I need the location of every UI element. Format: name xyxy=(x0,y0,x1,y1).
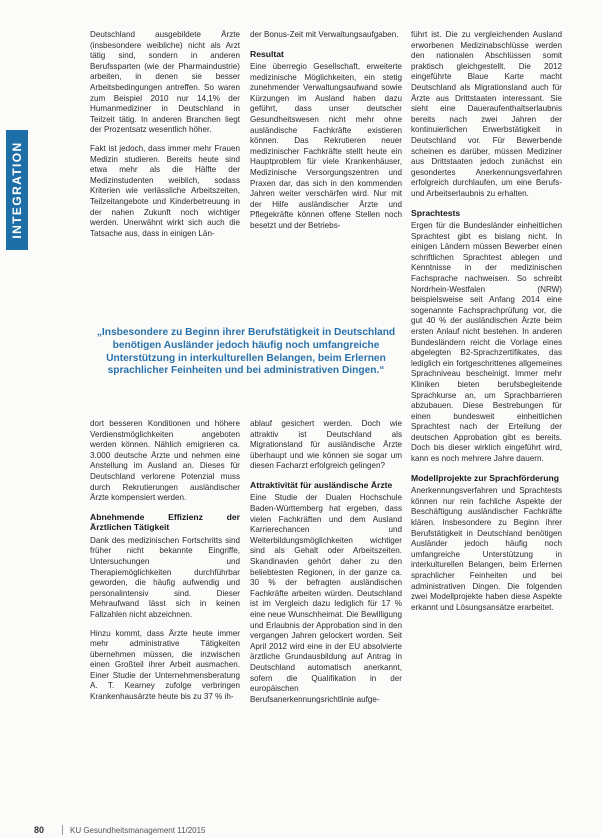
section-tab xyxy=(6,130,28,250)
paragraph: Fakt ist jedoch, dass immer mehr Frauen Medizin studieren. Bereits heute sind etwa mehr als die Hälfte der Medizinstudenten weiblich, sodass Kriterien wie verlässliche Arbeitszeiten, Teilzeitangebote und Kinderbetreuung in der nahen Zukunft noch wichtiger werden. Unerwähnt wirkt sich auch die Tatsache aus, dass in einigen Län- xyxy=(90,143,240,238)
paragraph: Dank des medizinischen Fortschritts sind früher nicht bekannte Eingriffe, Untersuchungen und Therapiemöglichkeiten durchführbar geworden, die häufig aufwendig und personalintensiv sind. Dieser Mehraufwand lässt sich in keinen Fallzahlen nicht abzeichnen. xyxy=(90,535,240,619)
column-2-bottom xyxy=(250,419,402,713)
section-heading-attraktivitaet: Attraktivität für ausländische Ärzte xyxy=(250,479,393,490)
paragraph: Eine überregio Gesellschaft, erweiterte medizinische Möglichkeiten, ein stetig zunehmender Verwaltungsaufwand sowie Kürzungen im Ausland haben dazu geführt, dass unser deutscher Gesundheitswesen nicht mehr ohne ausländische Fachkräfte existieren können. Das Rekrutieren neuer medizinischer Fachkräfte stellt heute ein Hauptproblem für viele Krankenhäuser, Medizinische Versorgungszentren und Praxen dar, das sich in den kommenden Jahren weiter verschärfen wird. Nur mit der Hilfe ausländischer Ärzte und Pflegekräfte können offene Stellen noch besetzt und der Betriebs- xyxy=(250,62,402,230)
paragraph: Anerkennungsverfahren und Sprachtests können nur rein fachliche Aspekte der Beschäftigung ausländischer Fachkräfte klären. Insbesondere zu Beginn ihrer Berufstätigkeit in Deutschland benötigen Ausländer jedoch häufig noch umfangreiche Unterstützung in interkulturellen Belangen, beim Erlernen sprachlicher Feinheiten und bei administrativen Dingen. Die folgenden zwei Modellprojekte haben diese Aspekte erkannt und Lösungsansätze erarbeitet. xyxy=(411,486,562,612)
paragraph: ablauf gesichert werden. Doch wie attraktiv ist Deutschland als Migrationsland für ausländische Ärzte überhaupt und wie können sie sogar um diesen Facharzt erfolgreich gelingen? xyxy=(250,419,402,471)
column-3 xyxy=(411,30,562,621)
paragraph: Deutschland ausgebildete Ärzte (insbesondere weibliche) nicht als Arzt tätig sind, sondern in anderen Berufssparten (wie der Pharmaindustrie) arbeiten, in denen sie besser Arbeitsbedingungen antreffen. So waren zum Beispiel 2010 nur 14,1% der Humanmediziner in Deutschland in Teilzeit tätig. In anderen Branchen liegt der Prozentsatz wesentlich höher. xyxy=(90,30,240,135)
pull-quote: „Insbesondere zu Beginn ihrer Berufstätigkeit in Deutschland benötigen Ausländer jedoch häufig noch umfangreiche Unterstützung in interkulturellen Belangen, beim Erlernen sprachlicher Feinheiten und bei administrativen Dingen.“ xyxy=(96,327,396,377)
paragraph: führt ist. Die zu vergleichenden Ausland erworbenen Medizinabschlüsse werden den nationalen Abschlüssen somit praktisch gleichgestellt. Die 2012 eingeführte Blaue Karte macht Deutschland als Migrationsland auch für Ärzte aus Drittstaaten interessant. Sie sieht eine Daueraufenthaltserlaubnis bereits nach zwei Jahren der kontinuierlichen Erwerbstätigkeit in Deutschland vor. Für Bewerbende scheinen es darüber, müssen Mediziner aus Drittstaaten jedoch zunächst ein gesondertes Anerkennungsverfahren erfolgreich durchlaufen, um eine Berufs- und Arbeitserlaubnis zu erhalten. xyxy=(411,30,562,198)
section-heading-resultat: Resultat xyxy=(250,48,284,59)
paragraph: Ergen für die Bundesländer einheitlichen Sprachtest gibt es bislang nicht. In einigen Ländern müssen Bewerber einen schriftlichen Sprachtest ablegen und Kenntnisse in der medizinischen Fachsprache nachweisen. So schreibt Nordrhein-Westfalen (NRW) beispielsweise seit Anfang 2014 eine sogenannte Fachsprachprüfung vor, die gut 40 % der ausländischen Ärzte beim ersten Anlauf nicht bestehen. In anderen Bundesländern reicht die Vorlage eines abgelegten B2-Sprachzertifikates, das lediglich ein fortgeschrittenes allgemeines Sprachniveau bescheinigt. Immer mehr Kliniken bieten berufsbegleitende Sprachkurse an, um Sprachbarrieren abzubauen. Diese Bestrebungen für einen bundesweit einheitlichen Sprachtest nach der Erteilung der deutschen Approbation gibt es bereits. Doch bis dieser wirklich eingeführt wird, kann es noch mehrere Jahre dauern. xyxy=(411,221,562,464)
page-number: 80 xyxy=(34,825,45,835)
section-heading-modellprojekte: Modellprojekte zur Sprachförderung xyxy=(411,472,560,483)
paragraph: Hinzu kommt, dass Ärzte heute immer mehr administrative Tätigkeiten übernehmen müssen, die inzwischen einen Großteil ihrer Arbeit ausmachen. Einer Studie der Unternehmensberatung A. T. Kearney zufolge verbringen Krankenhausärzte heute bis zu 37 % ih- xyxy=(90,628,240,702)
column-1-bottom xyxy=(90,419,240,711)
paragraph: Eine Studie der Dualen Hochschule Baden-Württemberg hat ergeben, dass vielen Fachkräften und dem Ausland Karrierechancen und Weiterbildungsmöglichkeiten wichtiger sind als Gehalt oder Arbeitszeiten. Skandinavien gehört daher zu den beliebtesten Regionen, in der ganze ca. 30 % der befragten ausländischen Fachkräfte arbeiten würden. Deutschland ist im Vergleich dazu lediglich für 17 % eine neue Wunschheimat. Die Bewilligung und Erlaubnis der Approbation sind in den vergangen Jahren gelockert worden. Seit April 2012 wird eine in der EU absolvierte ärztliche Grundausbildung auf Antrag in Deutschland automatisch anerkannt, sofern die Qualifikation in der europäischen Berufsanerkennungsrichtlinie aufge- xyxy=(250,493,402,704)
section-heading-effizienz: Abnehmende Effizienz der Ärztlichen Tätigkeit xyxy=(90,511,240,533)
column-1-top xyxy=(90,30,240,247)
paragraph: dort besseren Konditionen und höhere Verdienstmöglichkeiten angeboten werden können. Nählich emigrieren ca. 3.000 deutsche Ärzte und nehmen eine Anstellung im Ausland an. Dieses für Deutschland verlorene Potenzial muss durch Rekrutierungen ausländischer Ärzte kompensiert werden. xyxy=(90,419,240,503)
footer-divider xyxy=(62,825,63,835)
publication-source: KU Gesundheitsmanagement 11/2015 xyxy=(70,826,206,835)
paragraph: der Bonus-Zeit mit Verwaltungsaufgaben. xyxy=(250,30,399,39)
column-2-top xyxy=(250,30,402,240)
page-footer xyxy=(34,825,574,837)
section-heading-sprachtests: Sprachtests xyxy=(411,207,461,218)
section-label: INTEGRATION xyxy=(10,141,24,239)
